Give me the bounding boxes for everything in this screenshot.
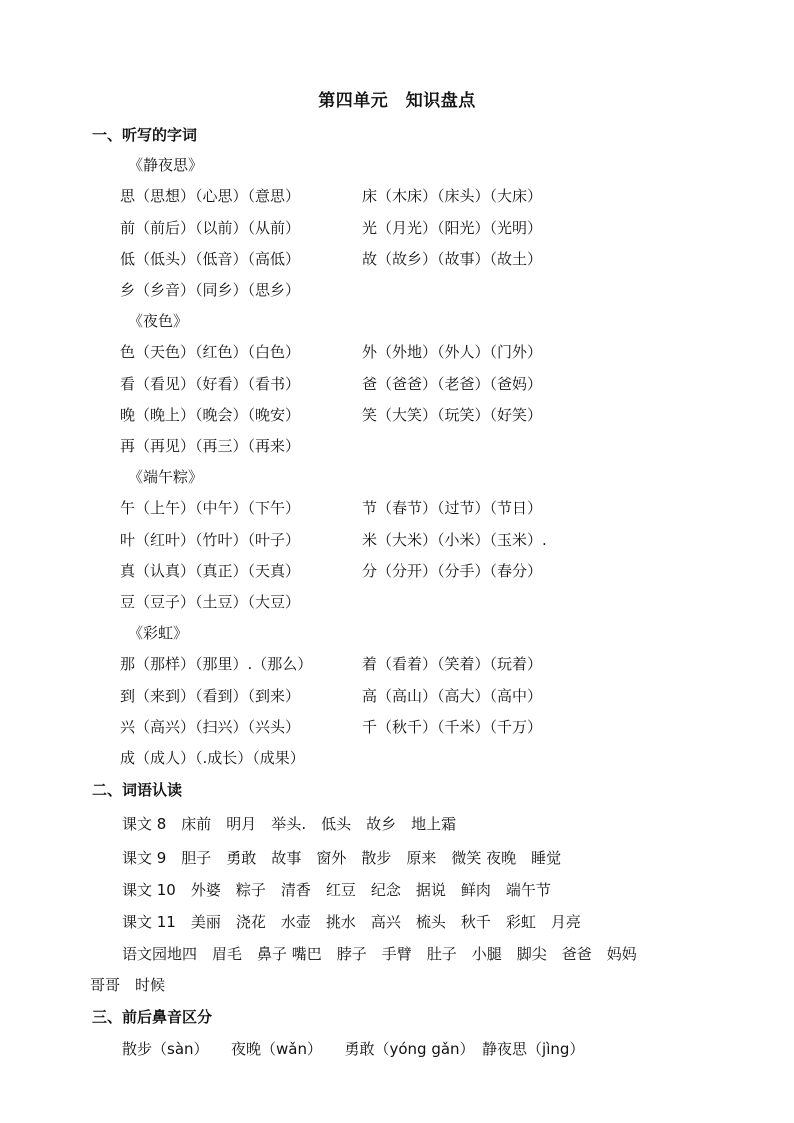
word-list-row: 课文 11 美丽 浇花 水壶 挑水 高兴 梳头 秋千 彩虹 月亮 xyxy=(122,913,581,931)
word-group: 低（低头）（低音）（高低） xyxy=(120,250,301,268)
word-group: 分（分开）（分手）（春分） xyxy=(362,562,543,580)
word-group: 千（秋千）（千米）（千万） xyxy=(362,718,543,736)
word-group: 再（再见）（再三）（再来） xyxy=(120,437,301,455)
word-group: 笑（大笑）（玩笑）（好笑） xyxy=(362,406,543,424)
word-group: 节（春节）（过节）（节日） xyxy=(362,499,543,517)
word-group: 着（看着）（笑着）（玩着） xyxy=(362,655,543,673)
word-group: 爸（爸爸）（老爸）（爸妈） xyxy=(362,375,543,393)
word-group: 故（故乡）（故事）（故土） xyxy=(362,250,543,268)
lesson-title-caihong: 《彩虹》 xyxy=(128,624,189,642)
word-group: 床（木床）（床头）（大床） xyxy=(362,187,543,205)
word-group: 光（月光）（阳光）（光明） xyxy=(362,219,543,237)
section-heading-reading: 二、词语认读 xyxy=(92,781,183,799)
word-group: 成（成人）（.成长）（成果） xyxy=(120,749,305,767)
word-group: 到（来到）（看到）（到来） xyxy=(120,687,301,705)
word-group: 色（天色）（红色）（白色） xyxy=(120,343,301,361)
word-group: 真（认真）（真正）（天真） xyxy=(120,562,301,580)
word-group: 看（看见）（好看）（看书） xyxy=(120,375,301,393)
word-group: 米（大米）（小米）（玉米）. xyxy=(362,531,547,549)
word-list-row: 课文 8 床前 明月 举头. 低头 故乡 地上霜 xyxy=(122,815,457,833)
section-heading-nasal: 三、前后鼻音区分 xyxy=(92,1008,213,1026)
word-group: 豆（豆子）（土豆）（大豆） xyxy=(120,593,301,611)
word-list-row-continued: 哥哥 时候 xyxy=(90,976,166,994)
pinyin-line: 散步（sàn） 夜晚（wǎn） 勇敢（yóng gǎn） 静夜思（jìng） xyxy=(122,1040,585,1058)
word-group: 高（高山）（高大）（高中） xyxy=(362,687,543,705)
word-group: 思（思想）（心思）（意思） xyxy=(120,187,301,205)
word-group: 叶（红叶）（竹叶）（叶子） xyxy=(120,531,301,549)
word-group: 晚（晚上）（晚会）（晚安） xyxy=(120,406,301,424)
word-group: 乡（乡音）（同乡）（思乡） xyxy=(120,281,301,299)
word-group: 那（那样）（那里）.（那么） xyxy=(120,655,313,673)
section-heading-dictation: 一、听写的字词 xyxy=(92,126,198,144)
word-list-row: 语文园地四 眉毛 鼻子 嘴巴 脖子 手臂 肚子 小腿 脚尖 爸爸 妈妈 xyxy=(122,945,637,963)
word-list-row: 课文 10 外婆 粽子 清香 红豆 纪念 据说 鲜肉 端午节 xyxy=(122,881,551,899)
word-group: 外（外地）（外人）（门外） xyxy=(362,343,543,361)
word-group: 兴（高兴）（扫兴）（兴头） xyxy=(120,718,301,736)
word-group: 前（前后）（以前）（从前） xyxy=(120,219,301,237)
lesson-title-yese: 《夜色》 xyxy=(128,312,189,330)
word-list-row: 课文 9 胆子 勇敢 故事 窗外 散步 原来 微笑 夜晚 睡觉 xyxy=(122,849,562,867)
lesson-title-duanwuzong: 《端午粽》 xyxy=(128,468,204,486)
word-group: 午（上午）（中午）（下午） xyxy=(120,499,301,517)
page-title: 第四单元 知识盘点 xyxy=(318,91,476,111)
lesson-title-jingyesi: 《静夜思》 xyxy=(128,156,204,174)
